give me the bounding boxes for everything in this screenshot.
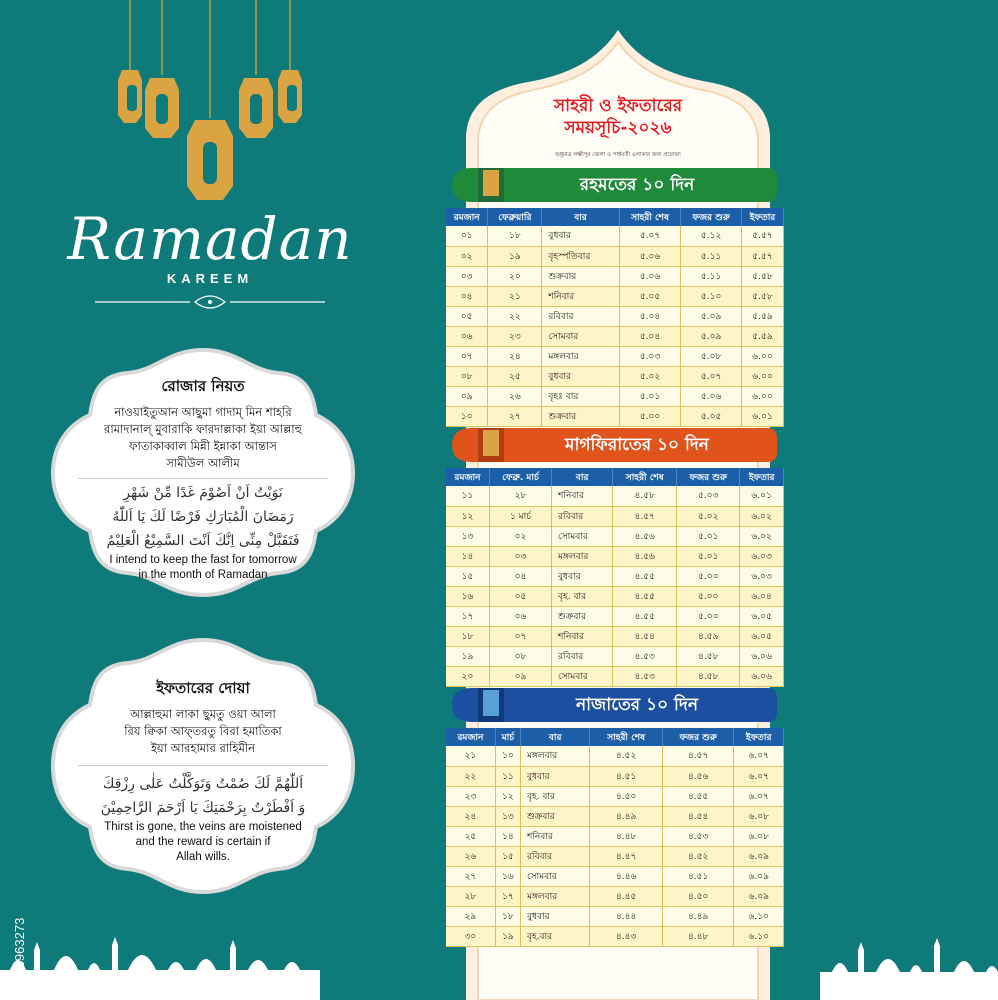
table-cell: বুধবার — [520, 766, 589, 786]
col-header: সাহরী শেষ — [613, 468, 677, 486]
table-cell: ৪.৪৯ — [662, 906, 734, 926]
table-cell: ২০ — [488, 266, 542, 286]
table-cell: ৬.০৭ — [734, 746, 784, 766]
table-cell: ০১ — [446, 226, 488, 246]
table-row — [446, 506, 784, 526]
table-row — [446, 266, 784, 286]
col-header: ফেব্রুয়ারি — [488, 208, 542, 226]
table-cell: ১৯ — [488, 246, 542, 266]
table-cell: ৫.০৪ — [619, 306, 680, 326]
table-row — [446, 906, 784, 926]
table-cell: ০৪ — [446, 286, 488, 306]
table-cell: ০৪ — [490, 566, 552, 586]
table-cell: ৫.৫৭ — [741, 246, 783, 266]
table-row — [446, 226, 784, 246]
table-cell: ৪.৫৫ — [613, 586, 677, 606]
table-cell: ১৬ — [446, 586, 490, 606]
table-cell: ৬.০০ — [741, 366, 783, 386]
timetable-body — [446, 486, 784, 686]
table-cell: ৬.০৯ — [734, 886, 784, 906]
table-cell: ৬.০০ — [741, 386, 783, 406]
table-cell: ১৪ — [446, 546, 490, 566]
table-cell: ৩০ — [446, 926, 495, 946]
niyat-arabic: فَتَقَبَّلْ مِنِّى اِنَّكَ اَنْتَ السَّمِيْعُ الْعَلِيْمُ — [106, 533, 300, 549]
table-cell: ১২ — [446, 506, 490, 526]
table-cell: ০৬ — [490, 606, 552, 626]
table-cell: ১৭ — [446, 606, 490, 626]
col-header: বার — [520, 728, 589, 746]
table-cell: রবিবার — [520, 846, 589, 866]
table-cell: ০৭ — [490, 626, 552, 646]
table-cell: ৫.০৯ — [681, 306, 742, 326]
table-cell: ৪.৫৪ — [613, 626, 677, 646]
table-cell: শনিবার — [542, 286, 619, 306]
table-cell: ৫.০৯ — [681, 326, 742, 346]
table-cell: ১৪ — [495, 826, 520, 846]
table-cell: ৫.০৭ — [619, 226, 680, 246]
table-cell: ২৩ — [488, 326, 542, 346]
table-cell: ৪.৫৭ — [662, 746, 734, 766]
table-cell: বৃহস্পতিবার — [542, 246, 619, 266]
table-cell: রবিবার — [552, 506, 613, 526]
col-header: ফজর শুরু — [681, 208, 742, 226]
table-cell: শনিবার — [520, 826, 589, 846]
table-cell: সোমবার — [552, 526, 613, 546]
schedule-title — [408, 95, 828, 139]
table-row — [446, 866, 784, 886]
section-banner-rahmat — [452, 168, 782, 202]
table-cell: ৬.০৪ — [740, 586, 784, 606]
col-header: সাহরী শেষ — [619, 208, 680, 226]
table-cell: ৫.০৮ — [681, 346, 742, 366]
table-cell: ১৫ — [495, 846, 520, 866]
table-cell: ৪.৪৯ — [590, 806, 662, 826]
table-cell: ৪.৫০ — [662, 886, 734, 906]
table-cell: ০৯ — [490, 666, 552, 686]
table-cell: ৪.৫৮ — [613, 486, 677, 506]
table-row — [446, 246, 784, 266]
table-cell: বৃহ. বার — [552, 586, 613, 606]
table-cell: শুক্রবার — [520, 806, 589, 826]
table-cell: মঙ্গলবার — [520, 886, 589, 906]
table-cell: ০৮ — [490, 646, 552, 666]
table-cell: সোমবার — [552, 666, 613, 686]
table-cell: ৫.০০ — [619, 406, 680, 426]
table-cell: ০৯ — [446, 386, 488, 406]
table-cell: ৬.০৫ — [740, 626, 784, 646]
table-row — [446, 826, 784, 846]
table-cell: ৫.৫৮ — [741, 266, 783, 286]
table-cell: ৫.০০ — [677, 606, 740, 626]
table-cell: ২৫ — [488, 366, 542, 386]
table-cell: ৪.৫৮ — [677, 666, 740, 686]
table-cell: ৫.০২ — [677, 506, 740, 526]
table-cell: ২৫ — [446, 826, 495, 846]
niyat-english: I intend to keep the fast for tomorrow — [109, 554, 297, 566]
col-header: সাহরী শেষ — [590, 728, 662, 746]
table-cell: ৫.০১ — [677, 526, 740, 546]
col-header: বার — [552, 468, 613, 486]
table-cell: ৬.০৬ — [740, 666, 784, 686]
niyat-arabic: نَوَيْتُ اَنْ اَصُوْمَ غَدًا مِّنْ شَهْرِ — [123, 485, 283, 501]
table-row — [446, 366, 784, 386]
table-cell: ৬.০২ — [740, 506, 784, 526]
table-cell: ৬.০৬ — [740, 646, 784, 666]
schedule-note: শুধুমাত্র লক্ষ্মীপুর জেলা ও পার্শ্ববর্তী এলাকার জন্য প্রযোজ্য — [555, 152, 681, 158]
niyat-line: নাওয়াইতুআন আছুমা গাদাম্ মিন শাহরি — [114, 405, 292, 419]
table-cell: ৪.৫৪ — [662, 806, 734, 826]
table-cell: ৪.৪৫ — [590, 886, 662, 906]
table-cell: ৬.১০ — [734, 926, 784, 946]
table-cell: ৫.৫৭ — [741, 226, 783, 246]
table-cell: ৫.০০ — [677, 566, 740, 586]
niyat-english: in the month of Ramadan — [138, 569, 268, 581]
table-row — [446, 566, 784, 586]
table-cell: ৬.০৫ — [740, 606, 784, 626]
table-cell: ৪.৪৭ — [590, 846, 662, 866]
niyat-card — [48, 345, 358, 600]
brand-script: Ramadan — [67, 205, 353, 273]
table-cell: ১৮ — [495, 906, 520, 926]
table-cell: ৬.০৯ — [734, 866, 784, 886]
table-cell: ৪.৫৩ — [613, 666, 677, 686]
table-cell: ৫.৫৯ — [741, 326, 783, 346]
table-cell: ৫.০৭ — [681, 366, 742, 386]
stock-id-text: 1913963273 — [12, 917, 27, 990]
table-cell: ৫.১০ — [681, 286, 742, 306]
table-row — [446, 386, 784, 406]
table-cell: ৫.১২ — [681, 226, 742, 246]
timetable-najat — [446, 728, 784, 947]
table-cell: শুক্রবার — [542, 406, 619, 426]
table-cell: ৫.০৩ — [677, 486, 740, 506]
table-cell: বুধবার — [542, 226, 619, 246]
table-row — [446, 766, 784, 786]
table-cell: ৫.০৬ — [619, 246, 680, 266]
iftar-dua-english: Thirst is gone, the veins are moistened — [104, 821, 302, 833]
table-cell: ১৬ — [495, 866, 520, 886]
table-cell: ৪.৫৯ — [677, 626, 740, 646]
table-row — [446, 546, 784, 566]
iftar-dua-english: Allah wills. — [176, 851, 230, 863]
table-cell: বুধবার — [552, 566, 613, 586]
section-banner-label: রহমতের ১০ দিন — [579, 175, 695, 195]
table-cell: ৪.৫৩ — [613, 646, 677, 666]
col-header: মার্চ — [495, 728, 520, 746]
table-cell: ৪.৫১ — [590, 766, 662, 786]
table-cell: ৫.১১ — [681, 266, 742, 286]
table-cell: ২৯ — [446, 906, 495, 926]
table-cell: ০৩ — [490, 546, 552, 566]
table-cell: ০৫ — [446, 306, 488, 326]
table-row — [446, 626, 784, 646]
timetable-rahmat — [446, 208, 784, 427]
niyat-line: রামাদানাল্ মুবারাকি ফারদাল্লাকা ইয়া আল্লাহু — [104, 422, 302, 436]
table-cell: ৪.৪৪ — [590, 906, 662, 926]
table-cell: ২৮ — [490, 486, 552, 506]
col-header: ফজর শুরু — [677, 468, 740, 486]
hanging-lanterns-icon — [100, 0, 330, 235]
table-row — [446, 526, 784, 546]
table-cell: ৫.৫৯ — [741, 306, 783, 326]
table-cell: ০৮ — [446, 366, 488, 386]
table-cell: ০৭ — [446, 346, 488, 366]
table-cell: ৪.৫৩ — [662, 826, 734, 846]
section-banner-magfirat — [452, 428, 782, 462]
col-header: ইফতার — [734, 728, 784, 746]
timetable-body — [446, 746, 784, 946]
table-cell: ৬.০৭ — [734, 786, 784, 806]
table-cell: ২২ — [488, 306, 542, 326]
table-cell: ২৭ — [446, 866, 495, 886]
table-cell: ৬.০২ — [740, 526, 784, 546]
table-cell: ১৮ — [446, 626, 490, 646]
table-cell: ৪.৫৮ — [677, 646, 740, 666]
table-cell: ১৭ — [495, 886, 520, 906]
table-cell: ০২ — [490, 526, 552, 546]
iftar-dua-title: ইফতারের দোয়া — [156, 679, 250, 697]
table-cell: ২৬ — [488, 386, 542, 406]
schedule-title-line2: সময়সূচি-২০২৬ — [564, 118, 672, 138]
iftar-dua-line: আল্লাহুমা লাকা ছুমতু ওয়া আলা — [130, 707, 276, 721]
table-cell: বৃহঃ বার — [542, 386, 619, 406]
section-banner-najat — [452, 688, 782, 722]
table-row — [446, 346, 784, 366]
table-cell: ১১ — [446, 486, 490, 506]
table-cell: ২৪ — [488, 346, 542, 366]
ramadan-kareem-logo — [60, 205, 360, 325]
table-row — [446, 646, 784, 666]
table-cell: ৫.০৫ — [619, 286, 680, 306]
table-cell: ৫.০৪ — [619, 326, 680, 346]
timetable-body — [446, 226, 784, 426]
table-cell: ২৩ — [446, 786, 495, 806]
table-cell: ১২ — [495, 786, 520, 806]
table-cell: রবিবার — [542, 306, 619, 326]
table-cell: শনিবার — [552, 626, 613, 646]
table-row — [446, 326, 784, 346]
table-cell: ০৫ — [490, 586, 552, 606]
table-cell: ২২ — [446, 766, 495, 786]
table-cell: ২৮ — [446, 886, 495, 906]
table-cell: ১৯ — [446, 646, 490, 666]
table-cell: ৫.০৬ — [619, 266, 680, 286]
table-cell: ৬.০১ — [740, 486, 784, 506]
table-cell: ১৮ — [488, 226, 542, 246]
table-cell: ২১ — [488, 286, 542, 306]
table-cell: ৪.৫৫ — [613, 606, 677, 626]
iftar-dua-line: ইয়া আরহামার রাহিমীন — [150, 741, 256, 755]
table-row — [446, 406, 784, 426]
table-row — [446, 806, 784, 826]
table-row — [446, 786, 784, 806]
table-cell: ৪.৫১ — [662, 866, 734, 886]
table-cell: ৪.৪৬ — [590, 866, 662, 886]
niyat-arabic: رَمَضَانَ الْمُبَارَكِ فَرْضًا لَكَ يَا اَللّٰهُ — [112, 509, 294, 525]
iftar-dua-english: and the reward is certain if — [135, 836, 271, 848]
iftar-dua-card — [48, 635, 358, 897]
table-row — [446, 666, 784, 686]
table-cell: ৪.৫৭ — [613, 506, 677, 526]
table-row — [446, 586, 784, 606]
table-cell: ৫.০৩ — [619, 346, 680, 366]
table-cell: ০২ — [446, 246, 488, 266]
ornament-divider-icon — [95, 292, 325, 312]
table-cell: ৪.৫৫ — [613, 566, 677, 586]
col-header: রমজান — [446, 208, 488, 226]
table-row — [446, 926, 784, 946]
table-cell: ১০ — [495, 746, 520, 766]
table-cell: ৬.০৩ — [740, 546, 784, 566]
table-cell: ৫.০০ — [677, 586, 740, 606]
table-cell: ১৩ — [446, 526, 490, 546]
table-cell: ২৭ — [488, 406, 542, 426]
table-row — [446, 746, 784, 766]
table-cell: ৬.০৩ — [740, 566, 784, 586]
table-row — [446, 886, 784, 906]
iftar-dua-arabic: اَللّٰهُمَّ لَكَ صُمْتُ وَتَوَكَّلْتُ عَلٰى رِزْقِكَ — [102, 776, 304, 792]
niyat-title: রোজার নিয়ত — [161, 377, 245, 395]
timetable-magfirat — [446, 468, 784, 687]
table-cell: ৪.৪৮ — [590, 826, 662, 846]
table-cell: বুধবার — [542, 366, 619, 386]
table-cell: মঙ্গলবার — [520, 746, 589, 766]
table-cell: রবিবার — [552, 646, 613, 666]
col-header: ফেব্রু. মার্চ — [490, 468, 552, 486]
col-header: ইফতার — [740, 468, 784, 486]
table-cell: ২১ — [446, 746, 495, 766]
table-cell: ৫.০১ — [677, 546, 740, 566]
table-cell: ৪.৪৩ — [590, 926, 662, 946]
stock-id — [10, 755, 30, 995]
table-row — [446, 486, 784, 506]
table-cell: ৫.০৫ — [681, 406, 742, 426]
table-cell: ৬.১০ — [734, 906, 784, 926]
table-row — [446, 606, 784, 626]
table-cell: ৪.৫৬ — [613, 526, 677, 546]
col-header: রমজান — [446, 468, 490, 486]
table-cell: ০৬ — [446, 326, 488, 346]
table-cell: শুক্রবার — [542, 266, 619, 286]
table-cell: ৬.০০ — [741, 346, 783, 366]
table-row — [446, 306, 784, 326]
table-cell: শনিবার — [552, 486, 613, 506]
table-cell: ১৫ — [446, 566, 490, 586]
brand-sub: KAREEM — [166, 271, 254, 286]
table-cell: মঙ্গলবার — [542, 346, 619, 366]
table-cell: বৃহ. বার — [520, 786, 589, 806]
table-cell: ৫.০১ — [619, 386, 680, 406]
table-cell: ৬.০৮ — [734, 806, 784, 826]
col-header: ফজর শুরু — [662, 728, 734, 746]
table-cell: ৫.৫৮ — [741, 286, 783, 306]
section-banner-label: নাজাতের ১০ দিন — [575, 695, 699, 715]
table-cell: ৫.১১ — [681, 246, 742, 266]
table-cell: ৫.০৬ — [681, 386, 742, 406]
table-row — [446, 846, 784, 866]
table-cell: ৬.০৭ — [734, 766, 784, 786]
table-row — [446, 286, 784, 306]
table-cell: ৪.৫২ — [662, 846, 734, 866]
table-cell: ১ মার্চ — [490, 506, 552, 526]
col-header: বার — [542, 208, 619, 226]
section-banner-label: মাগফিরাতের ১০ দিন — [565, 435, 709, 455]
col-header: ইফতার — [741, 208, 783, 226]
table-cell: ২৬ — [446, 846, 495, 866]
table-cell: ৫.০২ — [619, 366, 680, 386]
table-cell: বৃহ.বার — [520, 926, 589, 946]
table-cell: সোমবার — [520, 866, 589, 886]
table-cell: ১৩ — [495, 806, 520, 826]
table-cell: ৪.৫৫ — [662, 786, 734, 806]
table-cell: ৪.৫০ — [590, 786, 662, 806]
table-cell: ৪.৫৬ — [662, 766, 734, 786]
niyat-line: সামীউল আলীম — [166, 456, 240, 470]
table-cell: ০৩ — [446, 266, 488, 286]
table-cell: মঙ্গলবার — [552, 546, 613, 566]
table-cell: শুক্রবার — [552, 606, 613, 626]
table-cell: ৪.৫২ — [590, 746, 662, 766]
table-cell: ২৪ — [446, 806, 495, 826]
col-header: রমজান — [446, 728, 495, 746]
table-cell: ৬.০৮ — [734, 826, 784, 846]
table-cell: ১১ — [495, 766, 520, 786]
table-cell: ৬.০৯ — [734, 846, 784, 866]
table-cell: বুধবার — [520, 906, 589, 926]
table-cell: ৬.০১ — [741, 406, 783, 426]
table-cell: ৪.৫৬ — [613, 546, 677, 566]
niyat-line: ফাতাকাব্বাল মিন্নী ইন্নাকা আন্তাস — [129, 439, 277, 453]
table-cell: ১০ — [446, 406, 488, 426]
iftar-dua-line: রিয ক্বিকা আফ্তরতু বিরা হমাতিকা — [124, 724, 282, 738]
table-cell: ৪.৪৮ — [662, 926, 734, 946]
schedule-title-line1: সাহরী ও ইফতারের — [553, 96, 683, 116]
table-cell: সোমবার — [542, 326, 619, 346]
table-cell: ২০ — [446, 666, 490, 686]
table-cell: ১৯ — [495, 926, 520, 946]
iftar-dua-arabic: وَ اَفْطَرْتُ بِرَحْمَتِكَ يَا اَرْحَمَ الرَّاحِمِيْنَ — [100, 800, 306, 816]
